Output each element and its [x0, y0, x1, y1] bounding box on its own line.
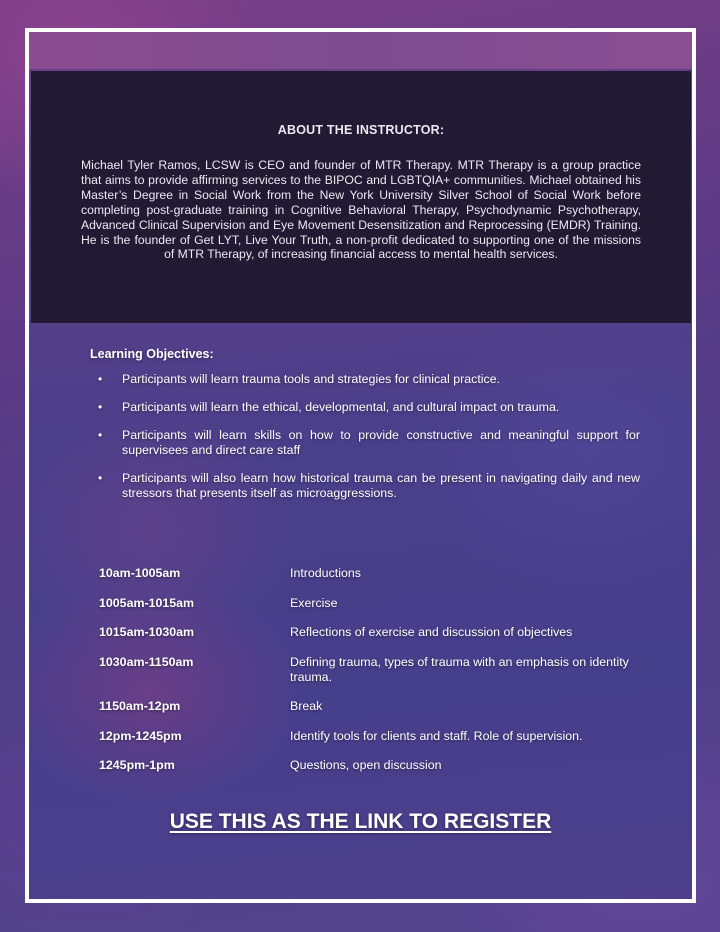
schedule-row [99, 655, 659, 685]
register-section [29, 810, 692, 834]
objectives-list [90, 372, 640, 501]
schedule-time: 10am-1005am [99, 566, 181, 580]
schedule-row [99, 699, 659, 714]
schedule-description: Defining trauma, types of trauma with an emphasis on identity trauma. [290, 654, 629, 684]
objective-item [90, 428, 640, 458]
flyer-frame [25, 28, 696, 903]
register-link[interactable]: USE THIS AS THE LINK TO REGISTER [169, 810, 552, 833]
bullet-icon: • [98, 428, 103, 442]
about-heading: ABOUT THE INSTRUCTOR: [277, 123, 445, 137]
schedule-time: 1245pm-1pm [99, 758, 175, 772]
objectives-heading: Learning Objectives: [90, 347, 214, 361]
bullet-icon: • [98, 400, 103, 414]
schedule-time: 1015am-1030am [99, 625, 195, 639]
schedule-row [99, 758, 659, 773]
schedule-row [99, 566, 659, 581]
schedule-description: Introductions [290, 566, 361, 580]
bullet-icon: • [98, 372, 103, 386]
schedule-row [99, 729, 659, 744]
schedule-row [99, 596, 659, 611]
objective-text: Participants will also learn how historical trauma can be present in navigating daily and new stressors that presents itself as microaggressions. [122, 471, 640, 500]
objective-item [90, 471, 640, 501]
top-band [29, 32, 692, 69]
schedule-description: Reflections of exercise and discussion of objectives [290, 625, 573, 639]
schedule-time: 1030am-1150am [99, 654, 194, 669]
schedule-description: Identify tools for clients and staff. Role of supervision. [290, 728, 583, 743]
objective-text: Participants will learn skills on how to provide constructive and meaningful support for supervisees and direct care staff [122, 428, 640, 457]
objective-text: Participants will learn the ethical, developmental, and cultural impact on trauma. [122, 400, 560, 414]
schedule-description: Questions, open discussion [290, 758, 442, 772]
schedule-time: 1150am-12pm [99, 699, 181, 713]
about-instructor-section [31, 71, 691, 323]
schedule-description: Break [290, 699, 323, 713]
schedule-time: 12pm-1245pm [99, 728, 182, 743]
schedule-table [99, 566, 659, 788]
objective-item [90, 400, 640, 415]
instructor-bio: Michael Tyler Ramos, LCSW is CEO and founder of MTR Therapy. MTR Therapy is a group practice that aims to provide affirming services to the BIPOC and LGBTQIA+ communities. Michael obtained his Master’s Degree in Social Work from the New York University Silver School of Social Work before completing post-graduate training in Cognitive Behavioral Therapy, Psychodynamic Psychotherapy, Advanced Clinical Supervision and Eye Movement Desensitization and Reprocessing (EMDR) Training. He is the founder of Get LYT, Live Your Truth, a non-profit dedicated to supporting one of the missions of MTR Therapy, of increasing financial access to mental health services. [81, 158, 641, 262]
learning-objectives-section [90, 347, 640, 514]
schedule-row [99, 625, 659, 640]
bullet-icon: • [98, 471, 103, 485]
schedule-time: 1005am-1015am [99, 595, 195, 610]
objective-item [90, 372, 640, 387]
schedule-description: Exercise [290, 595, 338, 610]
objective-text: Participants will learn trauma tools and strategies for clinical practice. [122, 372, 501, 386]
